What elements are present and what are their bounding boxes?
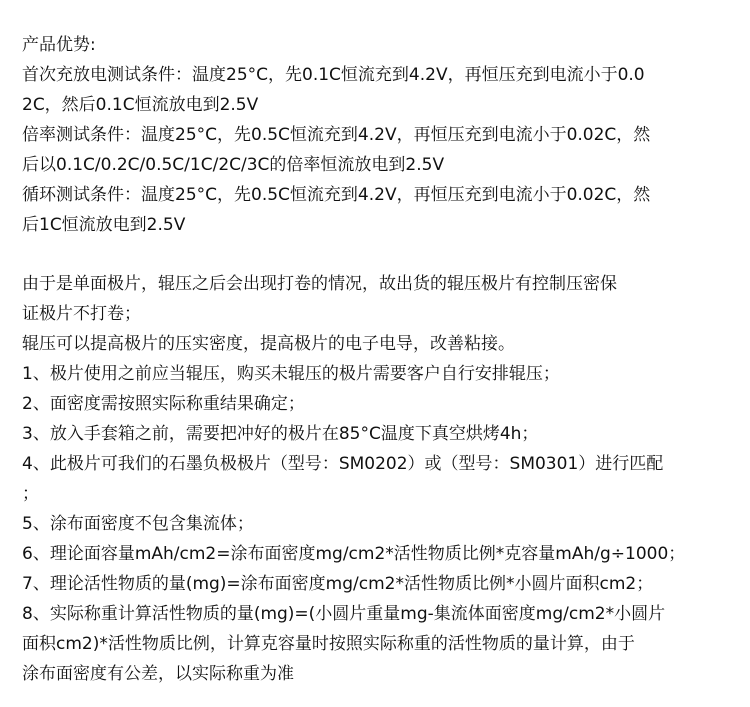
note-item-3: 3、放入手套箱之前，需要把冲好的极片在85°C温度下真空烘烤4h； <box>22 424 539 444</box>
note-item-8-line-2: 面积cm2)*活性物质比例，计算克容量时按照实际称重的活性物质的量计算，由于 <box>22 634 635 654</box>
rate-test-condition-line-2: 后以0.1C/0.2C/0.5C/1C/2C/3C的倍率恒流放电到2.5V <box>22 155 445 175</box>
note-item-6: 6、理论面容量mAh/cm2=涂布面密度mg/cm2*活性物质比例*克容量mAh/g÷1000； <box>22 544 686 564</box>
single-side-note-line-2: 证极片不打卷； <box>22 304 141 324</box>
note-item-4-line-2: ； <box>22 484 39 504</box>
note-item-1: 1、极片使用之前应当辊压，购买未辊压的极片需要客户自行安排辊压； <box>22 364 560 384</box>
rate-test-condition-line-1: 倍率测试条件：温度25°C，先0.5C恒流充到4.2V，再恒压充到电流小于0.02C，然 <box>22 125 651 145</box>
note-item-8-line-3: 涂布面密度有公差，以实际称重为准 <box>22 664 294 684</box>
cycle-test-condition-line-1: 循环测试条件：温度25°C，先0.5C恒流充到4.2V，再恒压充到电流小于0.02C，然 <box>22 185 651 205</box>
rolling-benefit-note: 辊压可以提高极片的压实密度，提高极片的电子电导，改善粘接。 <box>22 334 515 354</box>
single-side-note-line-1: 由于是单面极片，辊压之后会出现打卷的情况，故出货的辊压极片有控制压密保 <box>22 274 617 294</box>
note-item-7: 7、理论活性物质的量(mg)=涂布面密度mg/cm2*活性物质比例*小圆片面积cm2； <box>22 574 654 594</box>
first-charge-condition-line-2: 2C，然后0.1C恒流放电到2.5V <box>22 95 259 115</box>
note-item-5: 5、涂布面密度不包含集流体； <box>22 514 254 534</box>
first-charge-condition-line-1: 首次充放电测试条件：温度25°C，先0.1C恒流充到4.2V，再恒压充到电流小于0.0 <box>22 65 645 85</box>
note-item-8-line-1: 8、实际称重计算活性物质的量(mg)=(小圆片重量mg-集流体面密度mg/cm2*小圆片 <box>22 604 666 624</box>
advantages-heading: 产品优势: <box>22 35 96 55</box>
cycle-test-condition-line-2: 后1C恒流放电到2.5V <box>22 215 186 235</box>
note-item-4-line-1: 4、此极片可我们的石墨负极极片（型号：SM0202）或（型号：SM0301）进行匹配 <box>22 454 664 474</box>
note-item-2: 2、面密度需按照实际称重结果确定； <box>22 394 305 414</box>
